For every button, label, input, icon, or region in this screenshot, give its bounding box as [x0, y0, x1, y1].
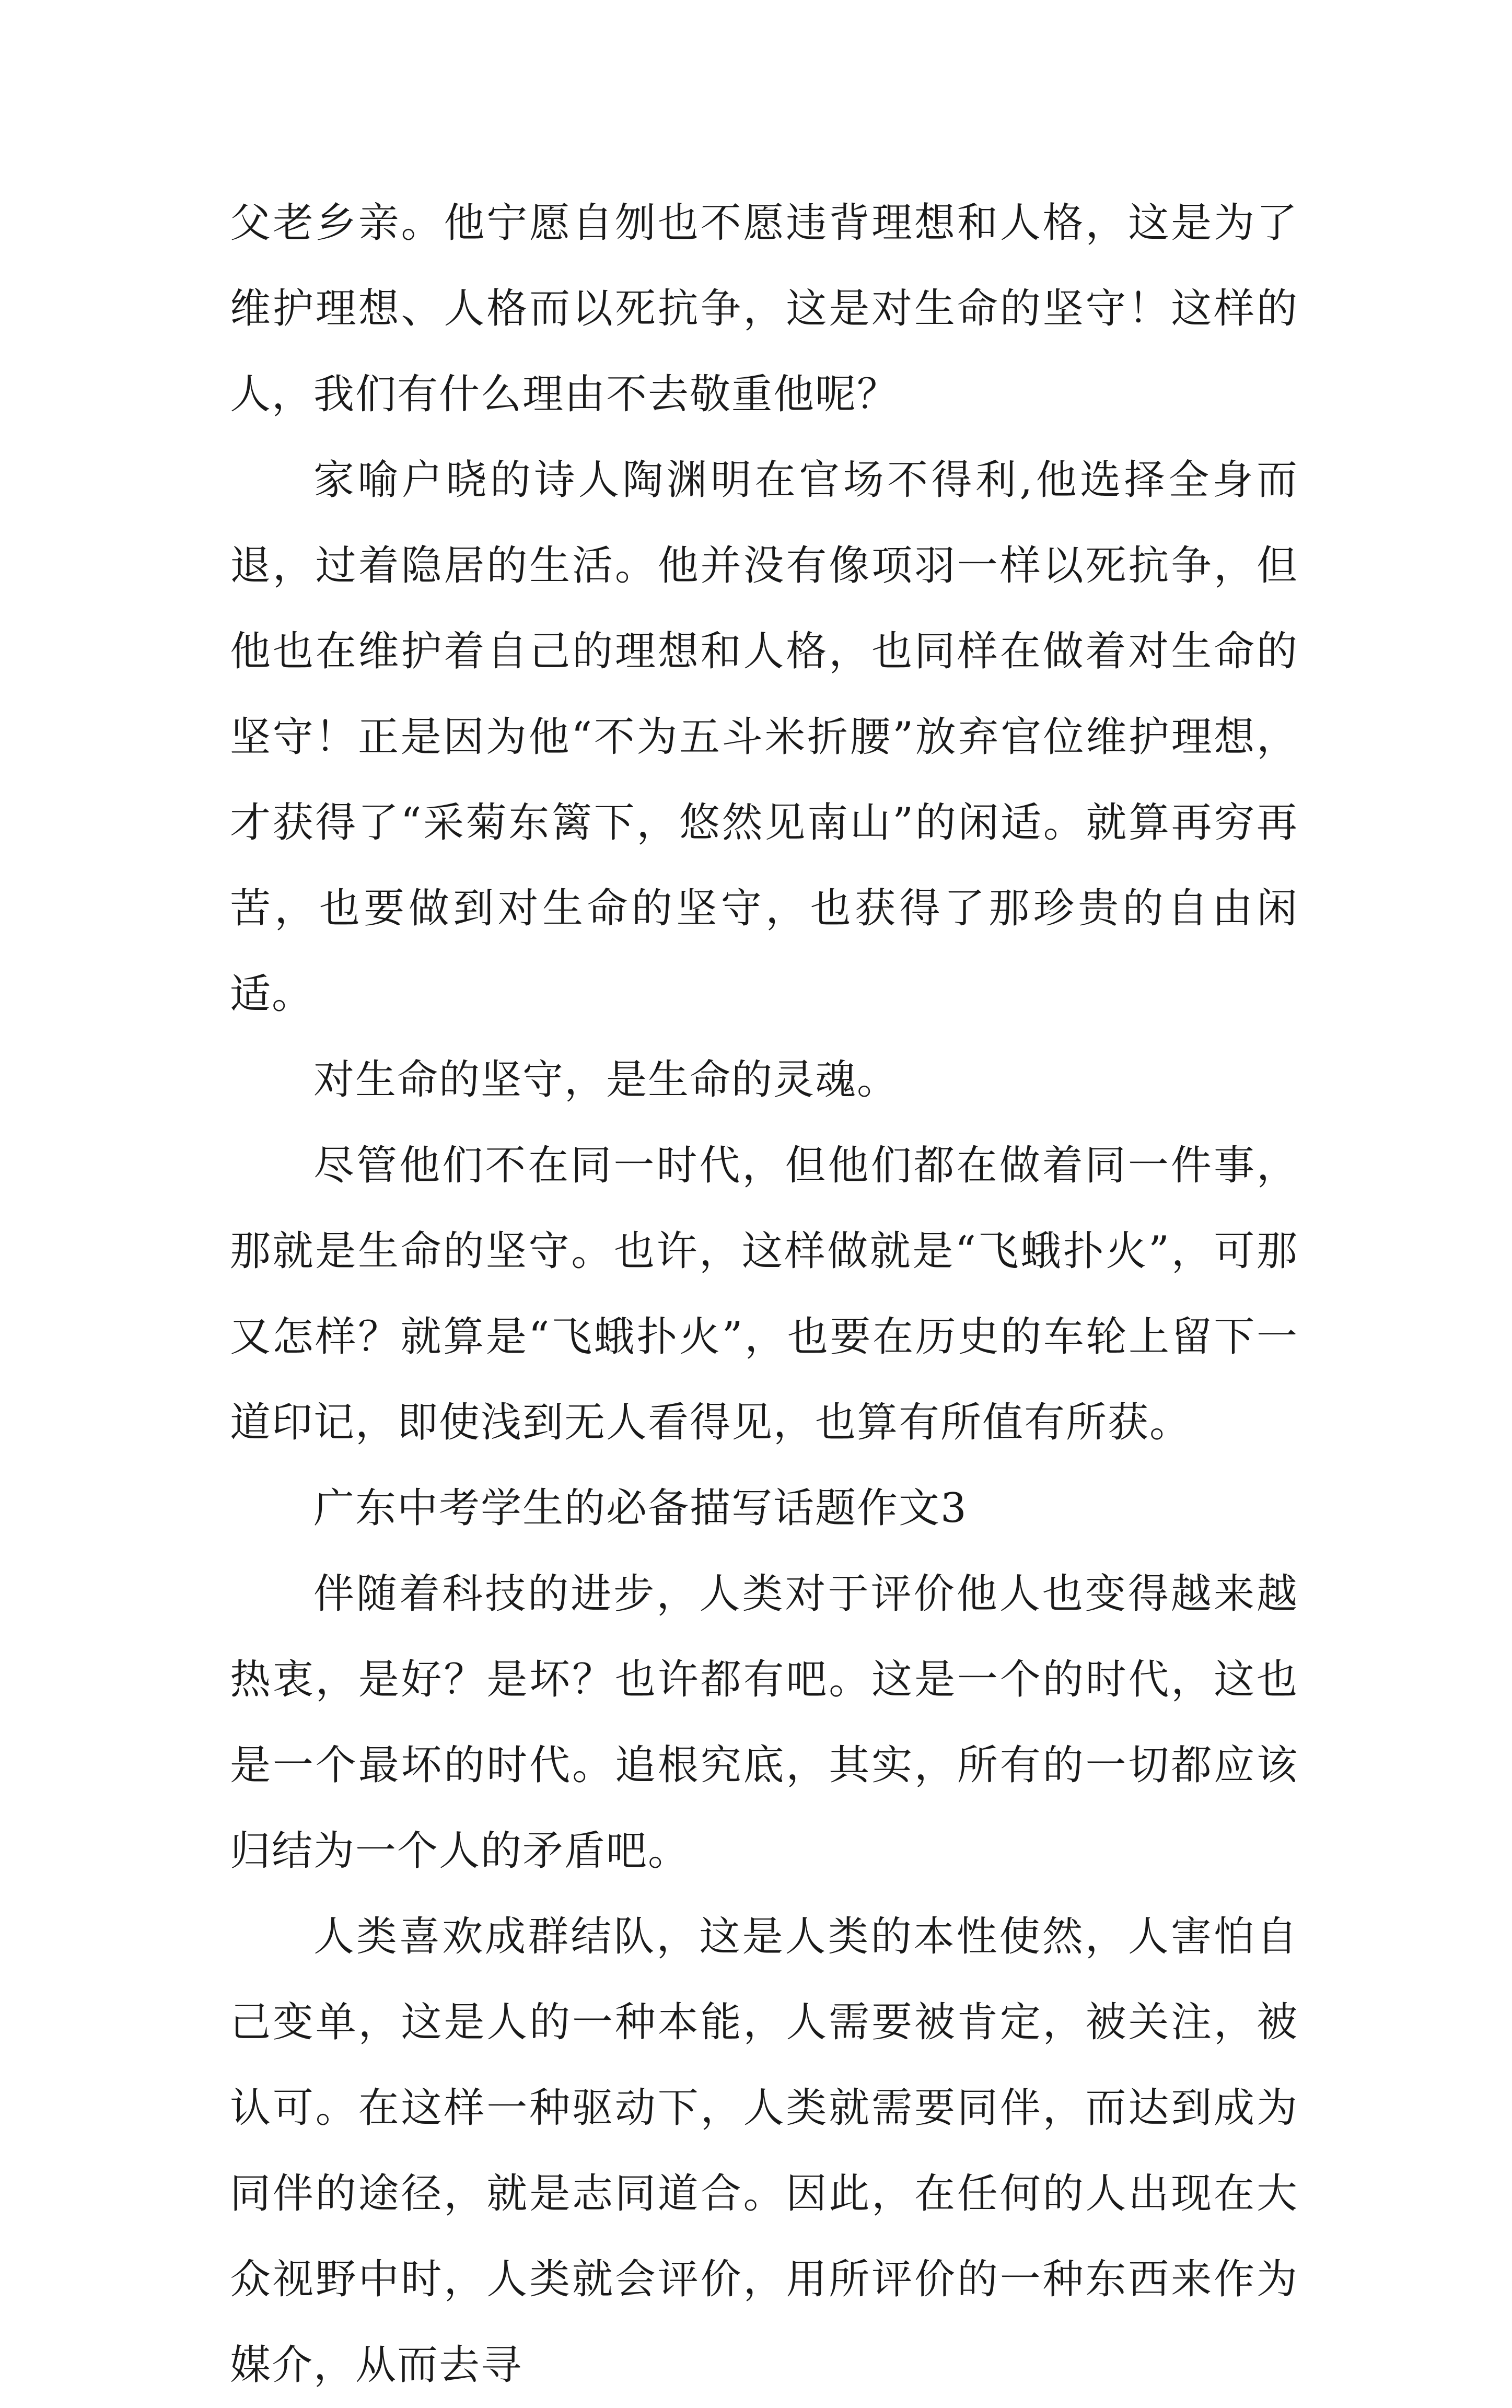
document-body	[230, 180, 1298, 2408]
paragraph-same-thing: 尽管他们不在同一时代，但他们都在做着同一件事，那就是生命的坚守。也许，这样做就是“飞蛾扑火”，可那又怎样？就算是“飞蛾扑火”，也要在历史的车轮上留下一道印记，即使浅到无人看得见，也算有所值有所获。	[230, 1142, 1298, 1446]
essay-heading: 广东中考学生的必备描写话题作文3	[313, 1485, 968, 1532]
paragraph-human-nature: 人类喜欢成群结队，这是人类的本性使然，人害怕自己变单，这是人的一种本能，人需要被肯定，被关注，被认可。在这样一种驱动下，人类就需要同伴，而达到成为同伴的途径，就是志同道合。因此，在任何的人出现在大众视野中时，人类就会评价，用所评价的一种东西来作为媒介，从而去寻	[230, 1913, 1298, 2389]
paragraph-tao-yuanming: 家喻户晓的诗人陶渊明在官场不得利,他选择全身而退，过着隐居的生活。他并没有像项羽一样以死抗争，但他也在维护着自己的理想和人格，也同样在做着对生命的坚守！正是因为他“不为五斗米折腰”放弃官位维护理想，才获得了“采菊东篱下，悠然见南山”的闲适。就算再穷再苦，也要做到对生命的坚守，也获得了那珍贵的自由闲适。	[230, 457, 1298, 1018]
paragraph-technology: 伴随着科技的进步，人类对于评价他人也变得越来越热衷，是好？是坏？也许都有吧。这是一个的时代，这也是一个最坏的时代。追根究底，其实，所有的一切都应该归结为一个人的矛盾吧。	[230, 1571, 1298, 1875]
paragraph-soul-of-life: 对生命的坚守，是生命的灵魂。	[313, 1056, 899, 1103]
paragraph-continuation: 父老乡亲。他宁愿自刎也不愿违背理想和人格，这是为了维护理想、人格而以死抗争，这是对生命的坚守！这样的人，我们有什么理由不去敬重他呢？	[230, 200, 1298, 418]
